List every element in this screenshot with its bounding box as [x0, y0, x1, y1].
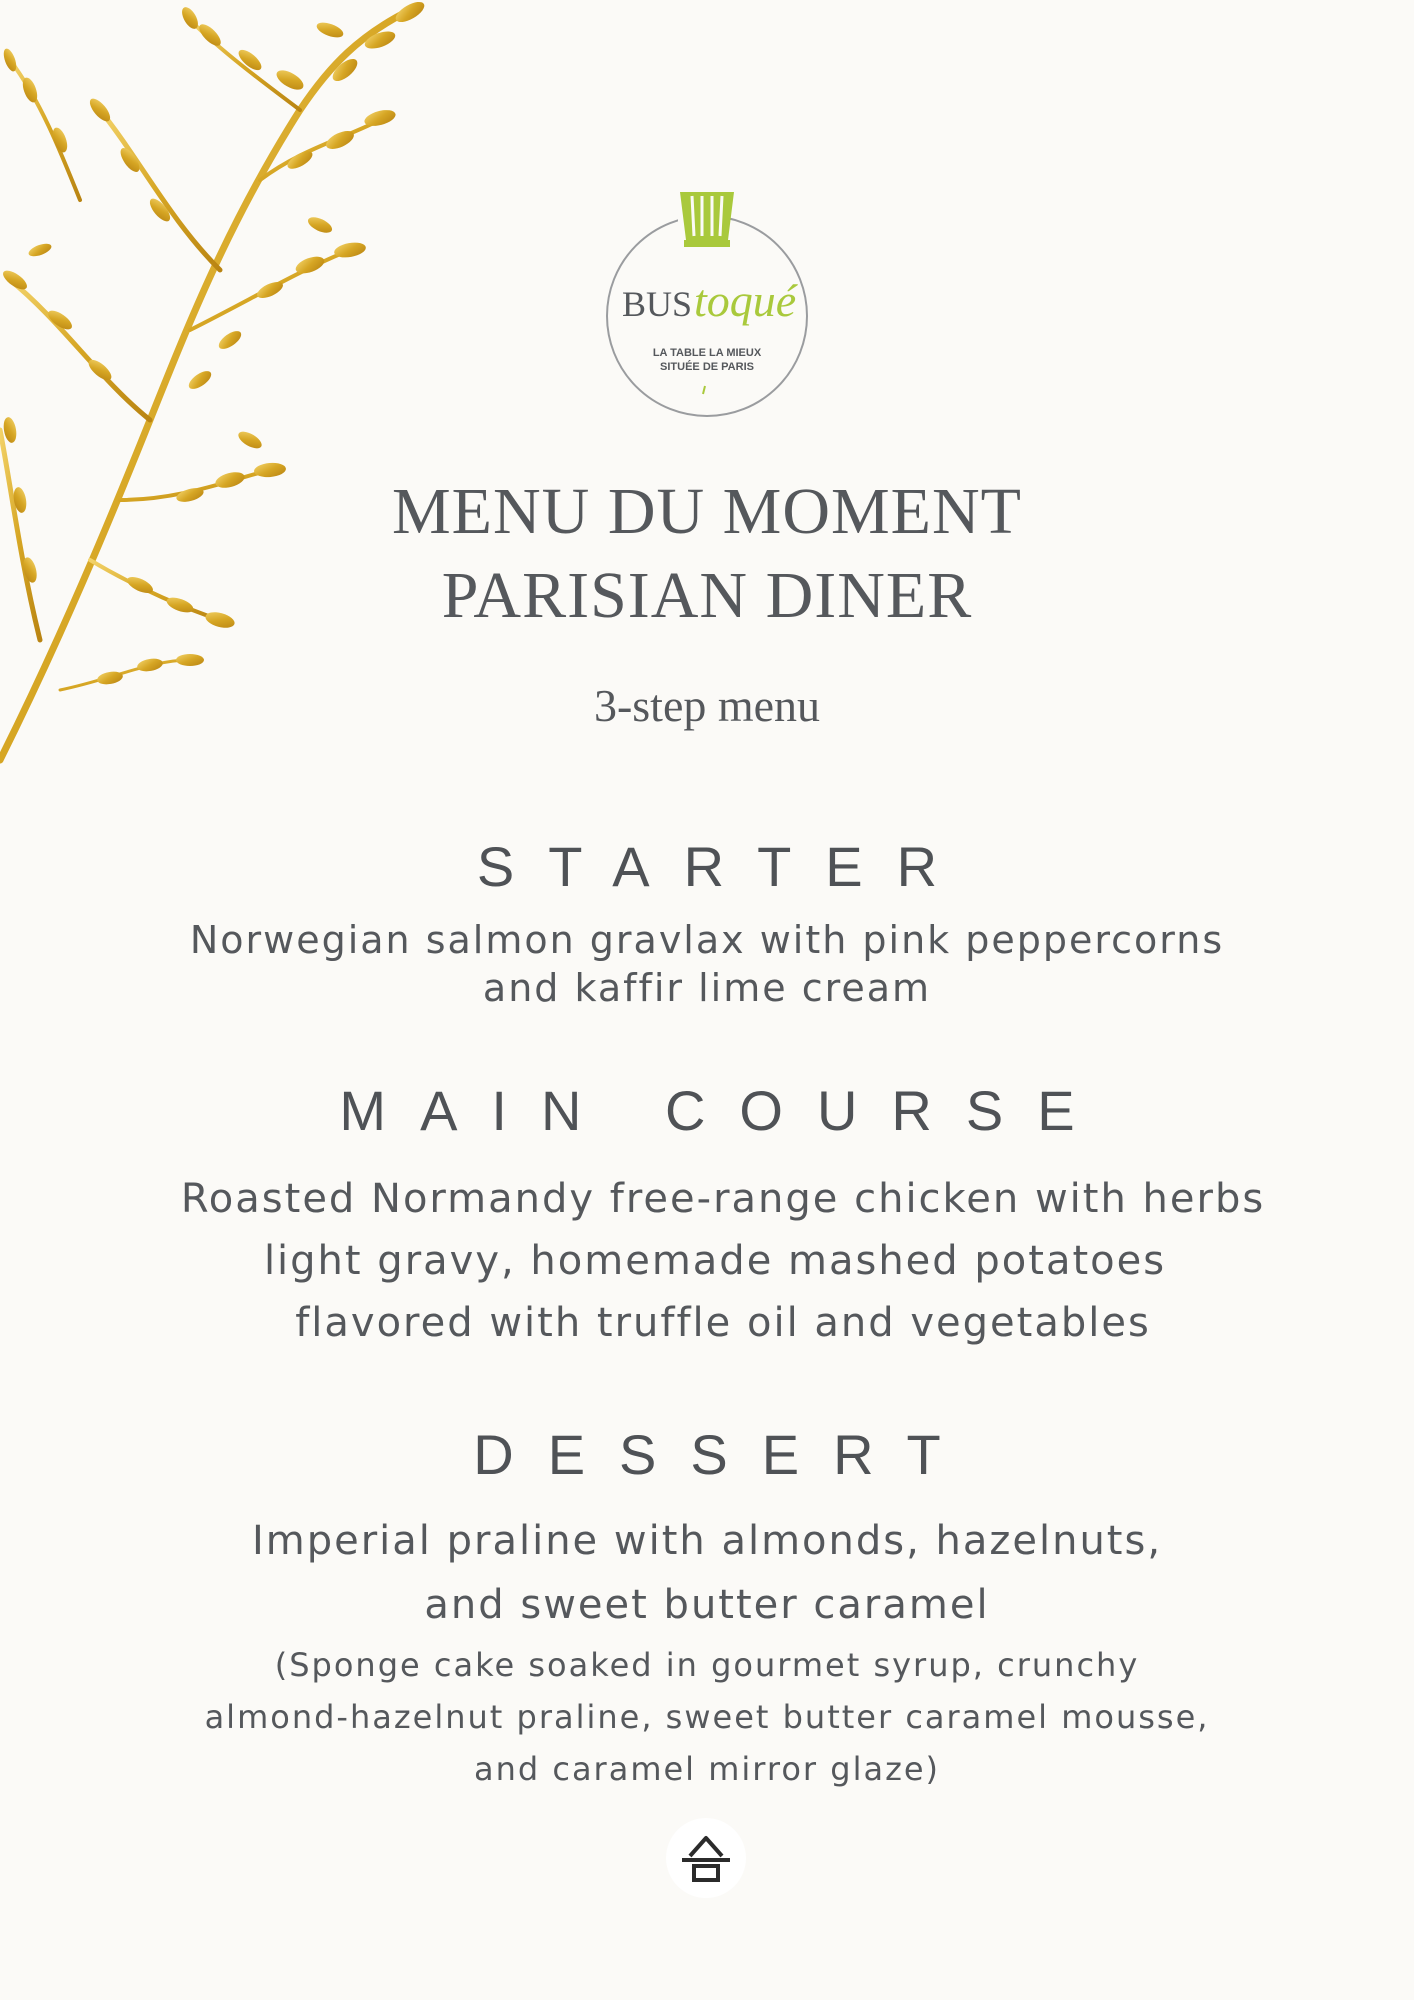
footer-house-icon: [664, 1816, 748, 1900]
menu-title-line1: MENU DU MOMENT: [392, 475, 1022, 548]
menu-title: [0, 470, 1414, 638]
brand-logo: [602, 188, 812, 420]
brand-tagline-line2: SITUÉE DE PARIS: [660, 361, 754, 373]
dessert-line-2: and sweet butter caramel: [424, 1582, 990, 1628]
chef-hat-icon: [680, 192, 734, 247]
gold-branch-decoration: [0, 0, 460, 780]
main-course-heading: MAIN COURSE: [339, 1079, 1109, 1142]
dessert-note-2: almond-hazelnut praline, sweet butter caramel mousse,: [204, 1698, 1210, 1736]
brand-name-part1: BUS: [622, 284, 693, 324]
menu-title-line2: PARISIAN DINER: [441, 559, 973, 632]
main-course-line-2: light gravy, homemade mashed potatoes: [263, 1238, 1167, 1284]
dessert-note-1: (Sponge cake soaked in gourmet syrup, crunchy: [274, 1646, 1140, 1684]
brand-name-part2: toqué: [694, 275, 797, 326]
starter-heading: STARTER: [476, 835, 972, 898]
brand-logo-graphic: [602, 188, 812, 420]
dessert-line-1: Imperial praline with almonds, hazelnuts,: [251, 1518, 1163, 1564]
dessert-heading: DESSERT: [473, 1423, 975, 1486]
main-course-line-3: flavored with truffle oil and vegetables: [295, 1300, 1151, 1346]
starter-line-1: Norwegian salmon gravlax with pink peppercorns: [189, 918, 1225, 962]
starter-line-2: and kaffir lime cream: [482, 966, 932, 1010]
footer-logo: [664, 1816, 748, 1900]
dessert-note-3: and caramel mirror glaze): [473, 1750, 941, 1788]
main-course-line-1: Roasted Normandy free-range chicken with herbs: [180, 1176, 1266, 1222]
menu-subtitle: 3-step menu: [593, 680, 821, 731]
brand-tagline-line1: LA TABLE LA MIEUX: [652, 347, 762, 359]
